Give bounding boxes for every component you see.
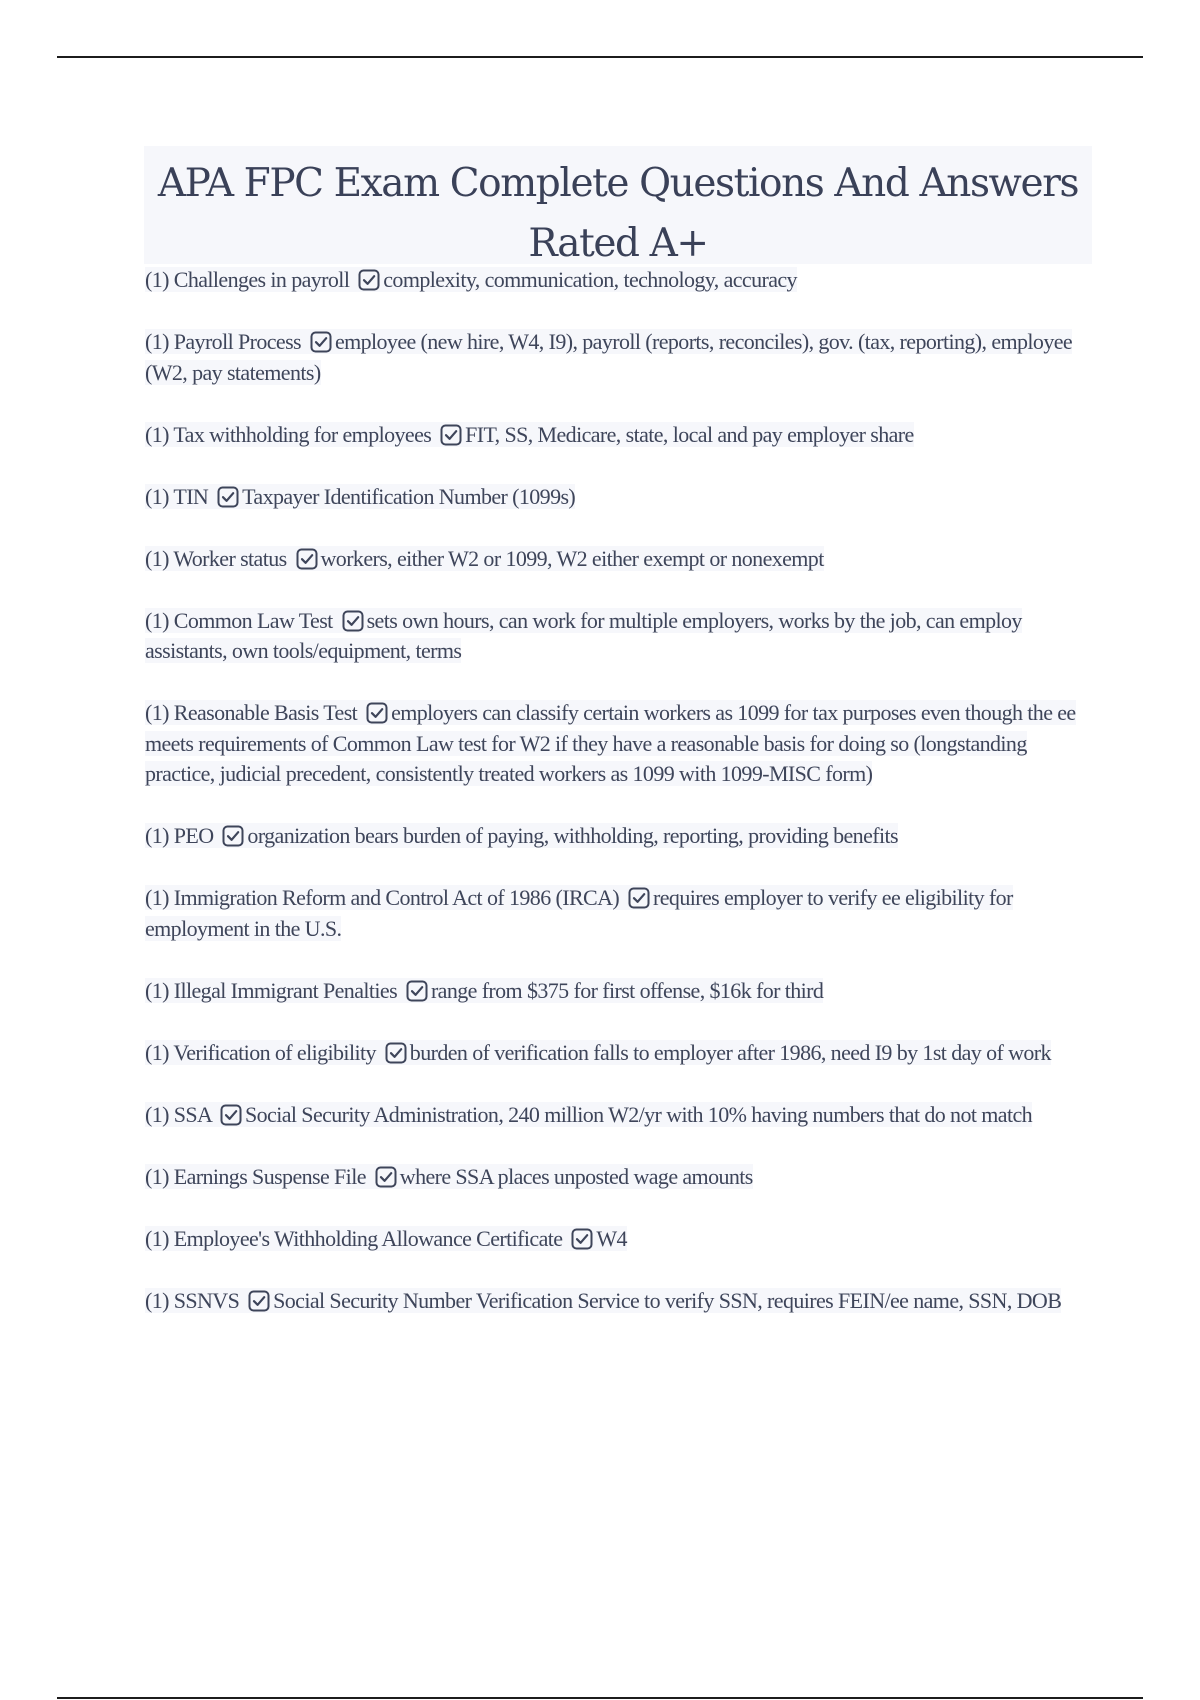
qa-item [145, 1286, 1095, 1317]
document-title: APA FPC Exam Complete Questions And Answers Rated A+ [157, 161, 1079, 266]
question-text: (1) Worker status [145, 545, 287, 571]
check-box-icon [342, 610, 364, 632]
qa-item [145, 698, 1095, 790]
answer-text: Social Security Administration, 240 million W2/yr with 10% having numbers that do not match [245, 1101, 1033, 1127]
question-text: (1) SSNVS [145, 1287, 240, 1313]
qa-text [145, 700, 1076, 786]
qa-item [145, 544, 1095, 575]
check-box-icon [217, 486, 239, 508]
qa-item [145, 1224, 1095, 1255]
qa-text [145, 484, 575, 509]
qa-item [145, 482, 1095, 513]
qa-item [145, 1100, 1095, 1131]
answer-text: complexity, communication, technology, accuracy [383, 267, 797, 292]
answer-text: burden of verification falls to employer after 1986, need I9 by 1st day of work [409, 1039, 1051, 1065]
question-text: (1) Illegal Immigrant Penalties [145, 977, 398, 1003]
question-text: (1) Employee's Withholding Allowance Certificate [145, 1225, 563, 1251]
qa-text [145, 1102, 1032, 1127]
answer-text: employee (new hire, W4, I9), payroll (reports, reconciles), gov. (tax, reporting), employee (W2, pay statements) [145, 329, 1073, 385]
answer-text: organization bears burden of paying, withholding, reporting, providing benefits [247, 823, 898, 848]
qa-text [145, 1164, 753, 1189]
title-block [144, 146, 1092, 264]
qa-text [145, 978, 823, 1003]
check-box-icon [220, 1104, 242, 1126]
check-box-icon [406, 980, 428, 1002]
question-text: (1) Tax withholding for employees [145, 421, 432, 447]
check-box-icon [375, 1166, 397, 1188]
qa-text [145, 546, 824, 571]
answer-text: Taxpayer Identification Number (1099s) [242, 483, 576, 509]
qa-text [145, 1288, 1061, 1313]
qa-text [145, 267, 797, 292]
answer-text: FIT, SS, Medicare, state, local and pay employer share [465, 421, 914, 447]
qa-item [145, 327, 1095, 388]
check-box-icon [628, 887, 650, 909]
answer-text: workers, either W2 or 1099, W2 either exempt or nonexempt [320, 545, 824, 571]
qa-text [145, 329, 1072, 385]
qa-item [145, 420, 1095, 451]
answer-text: employers can classify certain workers as 1099 for tax purposes even though the ee meets requirements of Common Law test for W2 if they have a reasonable basis for doing so (longstanding practice, judicial precedent, consistently treated workers as 1099 with 1099-MISC form) [145, 700, 1076, 786]
answer-text: where SSA places unposted wage amounts [399, 1163, 753, 1189]
check-box-icon [296, 548, 318, 570]
check-box-icon [385, 1042, 407, 1064]
answer-text: requires employer to verify ee eligibility for employment in the U.S. [145, 885, 1013, 941]
check-box-icon [248, 1290, 270, 1312]
qa-text [145, 823, 898, 848]
qa-item [145, 883, 1095, 944]
question-text: (1) TIN [145, 483, 209, 509]
question-text: (1) Payroll Process [145, 329, 302, 354]
question-text: (1) Earnings Suspense File [145, 1163, 366, 1189]
qa-text [145, 1040, 1051, 1065]
question-text: (1) Immigration Reform and Control Act of 1986 (IRCA) [145, 885, 620, 910]
qa-item [145, 1038, 1095, 1069]
question-text: (1) Verification of eligibility [145, 1039, 376, 1065]
qa-item [145, 976, 1095, 1007]
qa-text [145, 1226, 627, 1251]
check-box-icon [222, 825, 244, 847]
check-box-icon [310, 331, 332, 353]
header-rule [57, 56, 1143, 58]
qa-item [145, 1162, 1095, 1193]
check-box-icon [571, 1228, 593, 1250]
check-box-icon [366, 702, 388, 724]
qa-text [145, 608, 1022, 664]
answer-text: Social Security Number Verification Service to verify SSN, requires FEIN/ee name, SSN, DOB [273, 1287, 1062, 1313]
footer-rule [57, 1697, 1143, 1699]
question-text: (1) Challenges in payroll [145, 267, 350, 292]
qa-item [145, 606, 1095, 667]
question-text: (1) PEO [145, 823, 214, 848]
qa-text [145, 422, 914, 447]
answer-text: range from $375 for first offense, $16k for third [430, 977, 824, 1003]
answer-text: W4 [596, 1225, 627, 1251]
qa-list [145, 265, 1095, 1348]
answer-text: sets own hours, can work for multiple employers, works by the job, can employ assistants, own tools/equipment, terms [145, 607, 1022, 663]
qa-item [145, 265, 1095, 296]
check-box-icon [440, 424, 462, 446]
check-box-icon [358, 269, 380, 291]
qa-item [145, 821, 1095, 852]
question-text: (1) Common Law Test [145, 607, 333, 633]
qa-text [145, 885, 1013, 941]
question-text: (1) Reasonable Basis Test [145, 700, 358, 725]
question-text: (1) SSA [145, 1101, 212, 1127]
